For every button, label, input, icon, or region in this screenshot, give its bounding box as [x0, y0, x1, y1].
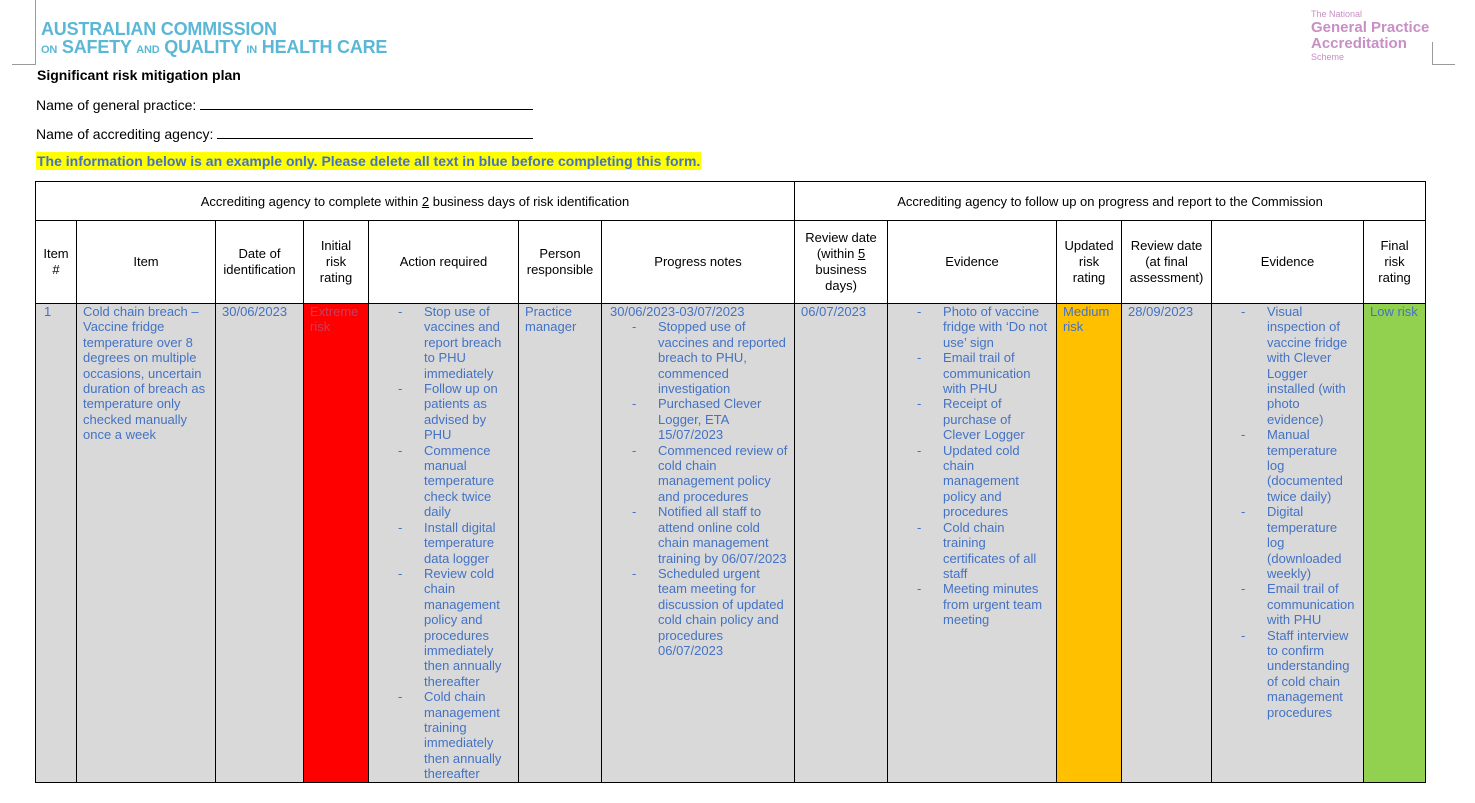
col-header-review-final: [1122, 221, 1212, 304]
list-item: - Photo of vaccine fridge with ‘Do not use’ sign: [943, 304, 1050, 350]
col-header-progress-notes: Progress notes: [602, 221, 795, 304]
crop-mark-left: [12, 0, 36, 65]
list-item: - Manual temperature log (documented twice daily): [1267, 427, 1357, 504]
group-left-text-b: business days of risk identification: [429, 193, 630, 209]
logo-word-and: AND: [136, 44, 160, 56]
agency-name-field: [36, 125, 533, 142]
evidence-list: [894, 304, 1050, 628]
col-header-text: Item: [43, 246, 69, 261]
col-header-review-date: [795, 221, 888, 304]
list-item: - Scheduled urgent team meeting for discussion of updated cold chain policy and procedures 06/07/2023: [658, 566, 788, 658]
col-header-text: Final: [1380, 238, 1409, 253]
table-row: [36, 304, 1426, 783]
progress-list: [610, 319, 788, 658]
list-item: - Email trail of communication with PHU: [943, 350, 1050, 396]
col-header-text: rating: [319, 270, 353, 285]
ngpas-logo: [1311, 9, 1429, 63]
document-title: Significant risk mitigation plan: [37, 67, 241, 83]
final-evidence-list: [1218, 304, 1357, 720]
list-item: - Follow up on patients as advised by PHU: [424, 381, 512, 443]
col-header-item-number: [36, 221, 77, 304]
col-header-text: Initial: [320, 238, 352, 253]
list-item: - Digital temperature log (downloaded weekly): [1267, 504, 1357, 581]
logo-line-1: AUSTRALIAN COMMISSION: [41, 19, 277, 39]
practice-name-field: [36, 96, 533, 113]
col-header-action-required: Action required: [369, 221, 519, 304]
col-header-date-identification: [216, 221, 304, 304]
example-notice: The information below is an example only. Please delete all text in blue before completing this form.: [37, 153, 701, 169]
col-header-text: risk: [325, 254, 347, 269]
cell-evidence[interactable]: [888, 304, 1057, 783]
ngpas-logo-line1: General Practice: [1311, 19, 1430, 36]
agency-name-label: Name of accrediting agency:: [36, 126, 214, 142]
col-header-text: days): [825, 278, 857, 293]
cell-date-identification[interactable]: 30/06/2023: [216, 304, 304, 783]
crop-mark-right: [1432, 42, 1455, 65]
cell-review-final[interactable]: 28/09/2023: [1122, 304, 1212, 783]
logo-word-health-care: HEALTH CARE: [261, 37, 388, 57]
col-header-days: 5: [858, 246, 866, 261]
col-header-text: Review date: [805, 230, 877, 245]
list-item: - Staff interview to confirm understanding of cold chain management procedures: [1267, 628, 1357, 720]
list-item: - Install digital temperature data logger: [424, 520, 512, 566]
list-item: - Review cold chain management policy and procedures immediately then annually thereafter: [424, 566, 512, 689]
cell-updated-rating[interactable]: Medium risk: [1057, 304, 1122, 783]
group-header-identification: [36, 182, 795, 221]
logo-word-on: ON: [41, 44, 58, 56]
col-header-text: Date of: [238, 246, 281, 261]
col-header-text: risk: [1384, 254, 1405, 269]
list-item: - Visual inspection of vaccine fridge with Clever Logger installed (with photo evidence): [1267, 304, 1357, 427]
col-header-text: Review date: [1130, 238, 1203, 253]
cell-review-date[interactable]: 06/07/2023: [795, 304, 888, 783]
logo-line-2: [41, 38, 387, 59]
col-header-final-rating: [1364, 221, 1426, 304]
col-header-person-responsible: [519, 221, 602, 304]
col-header-text: Person: [539, 246, 581, 261]
list-item: - Notified all staff to attend online cold chain management training by 06/07/2023: [658, 504, 788, 566]
list-item: - Receipt of purchase of Clever Logger: [943, 396, 1050, 442]
logo-word-safety: SAFETY: [61, 37, 132, 57]
cell-progress-notes[interactable]: [602, 304, 795, 783]
action-list: [375, 304, 512, 782]
group-header-follow-up: Accrediting agency to follow up on progress and report to the Commission: [795, 182, 1426, 221]
list-item: - Commence manual temperature check twice daily: [424, 443, 512, 520]
ngpas-logo-top: The National: [1311, 9, 1363, 19]
cell-initial-rating[interactable]: Extreme risk: [304, 304, 369, 783]
cell-person-responsible[interactable]: Practice manager: [519, 304, 602, 783]
list-item: - Cold chain management training immediately then annually thereafter: [424, 689, 512, 781]
list-item: - Meeting minutes from urgent team meeting: [943, 581, 1050, 627]
cell-final-rating[interactable]: Low risk: [1364, 304, 1426, 783]
col-header-text: (within: [816, 246, 858, 261]
col-header-text: rating: [1378, 270, 1411, 285]
list-item: - Stop use of vaccines and report breach to PHU immediately: [424, 304, 512, 381]
logo-word-in: IN: [246, 44, 257, 56]
practice-name-input[interactable]: [200, 96, 533, 110]
ngpas-logo-line2: Accreditation: [1311, 35, 1407, 52]
col-header-text: responsible: [526, 262, 594, 277]
list-item: - Purchased Clever Logger, ETA 15/07/2023: [658, 396, 788, 442]
list-item: - Updated cold chain management policy and procedures: [943, 443, 1050, 520]
col-header-text: business: [815, 262, 867, 277]
practice-name-label: Name of general practice:: [36, 97, 197, 113]
col-header-final-evidence: Evidence: [1212, 221, 1364, 304]
commission-logo: [41, 20, 387, 59]
list-item: - Stopped use of vaccines and reported breach to PHU, commenced investigation: [658, 319, 788, 396]
cell-action-required[interactable]: [369, 304, 519, 783]
col-header-item: Item: [77, 221, 216, 304]
col-header-evidence: Evidence: [888, 221, 1057, 304]
cell-item-number[interactable]: 1: [36, 304, 77, 783]
col-header-initial-rating: [304, 221, 369, 304]
cell-item[interactable]: Cold chain breach – Vaccine fridge temperature over 8 degrees on multiple occasions, uncertain duration of breach as temperature only checked manually once a week: [77, 304, 216, 783]
list-item: - Commenced review of cold chain management policy and procedures: [658, 443, 788, 505]
logo-word-quality: QUALITY: [164, 37, 242, 57]
ngpas-logo-bottom: Scheme: [1311, 52, 1345, 62]
col-header-text: (at final: [1145, 254, 1188, 269]
risk-mitigation-table: [35, 181, 1426, 783]
col-header-text: risk: [1078, 254, 1100, 269]
col-header-text: rating: [1072, 270, 1106, 285]
group-left-text-a: Accrediting agency to complete within: [200, 193, 422, 209]
col-header-text: Updated: [1064, 238, 1114, 253]
cell-final-evidence[interactable]: [1212, 304, 1364, 783]
group-left-days: 2: [421, 193, 430, 209]
col-header-text: assessment): [1129, 270, 1204, 285]
list-item: - Cold chain training certificates of all staff: [943, 520, 1050, 582]
progress-date-range: 30/06/2023-03/07/2023: [610, 304, 745, 319]
col-header-text: #: [52, 262, 60, 277]
col-header-text: identification: [223, 262, 296, 277]
list-item: - Email trail of communication with PHU: [1267, 581, 1357, 627]
col-header-updated-rating: [1057, 221, 1122, 304]
agency-name-input[interactable]: [217, 125, 533, 139]
